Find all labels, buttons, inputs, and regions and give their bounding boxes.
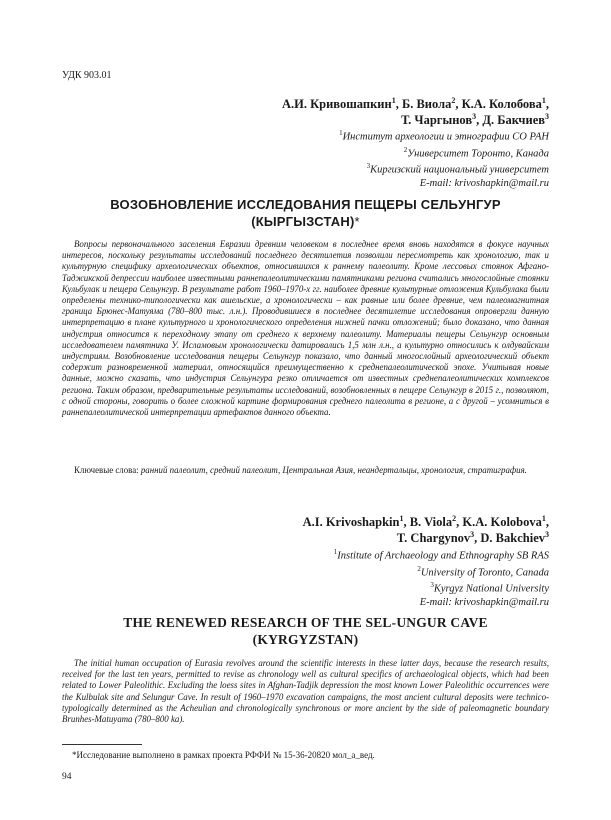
author: D. Bakchiev$^3$: [480, 530, 549, 546]
page-number: 94: [62, 772, 72, 782]
author: A.I. Krivoshapkin$^1$,: [302, 514, 410, 530]
email: E-mail: krivoshapkin@mail.ru: [419, 596, 549, 608]
author: Д. Бакчиев$^3$: [482, 112, 549, 128]
affiliation: $^3$Киргизский национальный университет: [366, 162, 549, 176]
en-affiliations: [334, 546, 549, 609]
ru-title-line-1: ВОЗОБНОВЛЕНИЕ ИССЛЕДОВАНИЯ ПЕЩЕРЫ СЕЛЬУНГУР: [110, 197, 501, 212]
ru-abstract: Вопросы первоначального заселения Евразии древним человеком в последнее время вновь находятся в фокусе научных интересов, поскольку результаты исследований последнего десятилетия позволили пересмотреть как хронологию, так и культурную специфику археологических объектов, относившихся к раннему палеолиту. Кроме лессовых стоянок Афгано-Таджикской депрессии наиболее известными раннепалеолитическими памятниками региона считались многослойные стоянки Кульбулак и пещера Сельунгур. В результате работ 1960–1970-х гг. наиболее древние культурные отложения Кульбулака были определены технико-типологически как ашельские, а хронологически – как равные или более древние, чем палеомагнитная граница Брюнес-Матуяма (780–800 тыс. л.н.). Проводившиеся в последнее десятилетие исследования опровергли данную интерпретацию в плане культурного и хронологического определения нижней пачки отложений; было доказано, что данная индустрия относится к переходному этапу от среднего к верхнему палеолиту. Материалы пещеры Сельунгур основным исследователем памятника У. Исламовым хронологически датировались 1,5 млн л.н., а культурно относились к олдувайским индустриям. Возобновление исследования пещеры Сельунгур показало, что данный многослойный археологический объект содержит разновременной материал, относящийся преимущественно к среднепалеолитической эпохе. Учитывая новые данные, можно сказать, что индустрия Сельунгура резко отличается от известных среднепалеолитических комплексов региона. Таким образом, предварительные результаты исследований, возобновленных в пещере Сельунгур в 2015 г., позволяют, с одной стороны, говорить о более сложной картине формирования среднего палеолита в регионе, а с другой – усомниться в раннепалеолитической интерпретации артефактов данного объекта.: [62, 239, 549, 418]
ru-keywords: [62, 465, 549, 476]
keywords-label: Ключевые слова:: [74, 465, 139, 475]
en-title: [62, 614, 549, 648]
email: E-mail: krivoshapkin@mail.ru: [419, 177, 549, 189]
keywords-list: ранний палеолит, средний палеолит, Центральная Азия, неандертальцы, хронология, стратиграфия.: [140, 465, 527, 475]
affiliation: $^3$Kyrgyz National University: [430, 581, 549, 595]
en-title-line-2: (KYRGYZSTAN): [252, 632, 359, 647]
author: Б. Виола$^2$,: [401, 96, 462, 112]
udc-code: УДК 903.01: [62, 70, 112, 81]
affiliation: $^2$University of Toronto, Canada: [417, 564, 549, 578]
ru-title: [62, 196, 549, 230]
author: K.A. Kolobova$^1$,: [462, 514, 549, 530]
ru-title-line-2: (КЫРГЫЗСТАН): [251, 214, 355, 229]
ru-affiliations: [339, 127, 549, 190]
en-abstract: The initial human occupation of Eurasia revolves around the scientific interests in these latter days, because the research results, received for the last ten years, permitted to revise as chronology well as cultural specifics of archaeological objects, which had been related to Lower Paleolithic. Excluding the loess sites in Afghan-Tadjik depression the most known Lower Paleolithic occurrences were the Kulbulak site and Selungur Cave. In result of 1960–1970 excavation campaigns, the most ancient cultural deposits were technico-typologically determined as the Acheulian and chronologically synchronous or more ancient by the side of paleomagnetic boundary Brunhes-Matuyama (780–800 ka).: [62, 658, 549, 725]
author: К.А. Колобова$^1$,: [461, 96, 549, 112]
affiliation: $^1$Institute of Archaeology and Ethnography SB RAS: [333, 548, 549, 562]
ru-authors-line-2: [401, 109, 549, 128]
affiliation: $^1$Институт археологии и этнографии СО РАН: [339, 129, 549, 143]
author: Т. Чаргынов$^3$,: [401, 112, 483, 128]
author: А.И. Кривошапкин$^1$,: [281, 96, 402, 112]
footnote-marker: *: [354, 214, 360, 229]
footnote-divider: [62, 744, 142, 745]
author: T. Chargynov$^3$,: [396, 530, 481, 546]
en-authors-line-2: [397, 527, 549, 546]
author: B. Viola$^2$,: [409, 514, 463, 530]
affiliation: $^2$Университет Торонто, Канада: [403, 145, 549, 159]
en-title-line-1: THE RENEWED RESEARCH OF THE SEL-UNGUR CAVE: [123, 615, 488, 630]
footnote: *Исследование выполнено в рамках проекта РФФИ № 15-36-20820 мол_а_вед.: [72, 750, 375, 760]
